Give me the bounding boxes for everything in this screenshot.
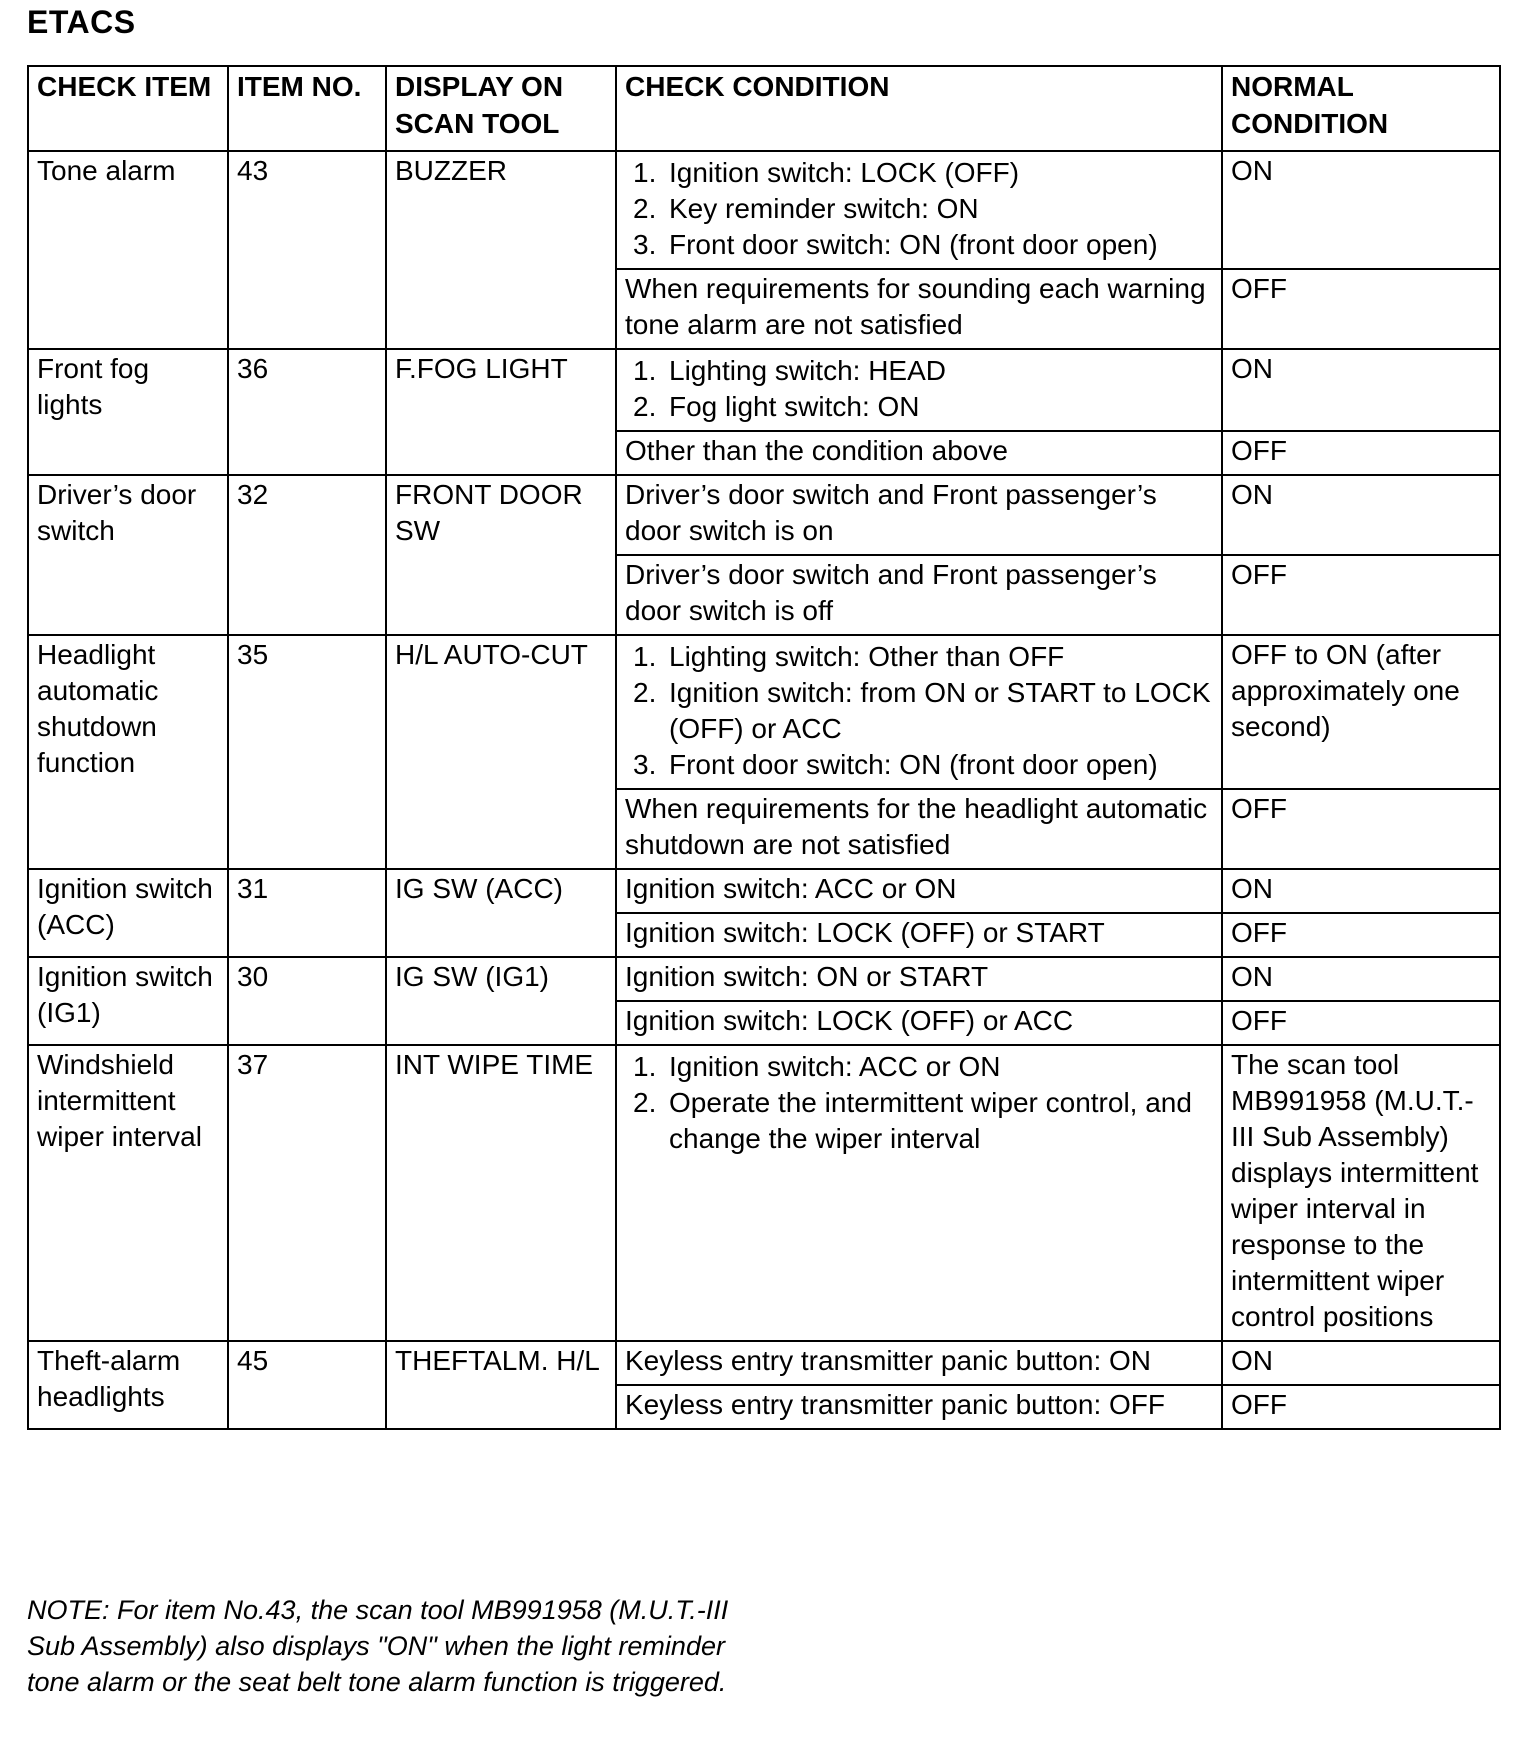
check-item-cell: Headlight automatic shutdown function <box>28 635 228 869</box>
table-row <box>28 635 1500 789</box>
footnote: NOTE: For item No.43, the scan tool MB991958 (M.U.T.-III Sub Assembly) also displays "ON" when the light reminder tone alarm or the seat belt tone alarm function is triggered. <box>27 1595 729 1697</box>
header-normal-condition: NORMAL CONDITION <box>1222 66 1500 151</box>
step-number: 2. <box>633 1087 657 1118</box>
check-condition-cell <box>616 635 1222 789</box>
header-check-item: CHECK ITEM <box>28 66 228 151</box>
scan-tool-display-cell: H/L AUTO-CUT <box>386 635 616 869</box>
step-text: Lighting switch: Other than OFF <box>669 641 1065 672</box>
condition-step <box>629 675 1213 747</box>
step-number: 2. <box>633 391 657 422</box>
step-text: Operate the intermittent wiper control, and change the wiper interval <box>669 1087 1192 1154</box>
check-item-cell: Front fog lights <box>28 349 228 475</box>
check-condition-cell <box>616 349 1222 431</box>
step-number: 3. <box>633 229 657 260</box>
condition-step <box>629 1085 1213 1157</box>
normal-condition-cell: OFF <box>1222 1001 1500 1045</box>
check-condition-cell: Ignition switch: LOCK (OFF) or START <box>616 913 1222 957</box>
check-condition-cell: Driver’s door switch and Front passenger’s door switch is off <box>616 555 1222 635</box>
normal-condition-cell: ON <box>1222 349 1500 431</box>
item-no-cell: 30 <box>228 957 386 1045</box>
condition-step <box>629 639 1213 675</box>
step-number: 1. <box>633 355 657 386</box>
check-condition-cell: When requirements for sounding each warning tone alarm are not satisfied <box>616 269 1222 349</box>
scan-tool-display-cell: FRONT DOOR SW <box>386 475 616 635</box>
scan-tool-display-cell: IG SW (IG1) <box>386 957 616 1045</box>
step-text: Ignition switch: LOCK (OFF) <box>669 157 1020 188</box>
normal-condition-cell: ON <box>1222 475 1500 555</box>
table-header-row <box>28 66 1500 151</box>
check-item-cell: Tone alarm <box>28 151 228 349</box>
step-number: 1. <box>633 641 657 672</box>
normal-condition-cell: OFF <box>1222 1385 1500 1429</box>
check-condition-cell: Ignition switch: ACC or ON <box>616 869 1222 913</box>
step-text: Front door switch: ON (front door open) <box>669 229 1158 260</box>
table-row <box>28 349 1500 431</box>
check-condition-cell: Keyless entry transmitter panic button: OFF <box>616 1385 1222 1429</box>
condition-step <box>629 227 1213 263</box>
normal-condition-cell: OFF <box>1222 913 1500 957</box>
step-number: 1. <box>633 1051 657 1082</box>
check-condition-cell: Ignition switch: LOCK (OFF) or ACC <box>616 1001 1222 1045</box>
step-number: 2. <box>633 677 657 708</box>
condition-step <box>629 747 1213 783</box>
normal-condition-cell: ON <box>1222 869 1500 913</box>
step-text: Key reminder switch: ON <box>669 193 979 224</box>
condition-steps-list <box>625 155 1213 263</box>
normal-condition-cell: ON <box>1222 1341 1500 1385</box>
item-no-cell: 37 <box>228 1045 386 1341</box>
etacs-table <box>27 65 1501 1430</box>
normal-condition-cell: OFF <box>1222 431 1500 475</box>
check-condition-cell: Ignition switch: ON or START <box>616 957 1222 1001</box>
condition-step <box>629 389 1213 425</box>
item-no-cell: 31 <box>228 869 386 957</box>
scan-tool-display-cell: IG SW (ACC) <box>386 869 616 957</box>
table-row <box>28 1341 1500 1385</box>
header-check-condition: CHECK CONDITION <box>616 66 1222 151</box>
condition-step <box>629 1049 1213 1085</box>
item-no-cell: 32 <box>228 475 386 635</box>
table-row <box>28 1045 1500 1341</box>
step-number: 2. <box>633 193 657 224</box>
step-number: 1. <box>633 157 657 188</box>
scan-tool-display-cell: BUZZER <box>386 151 616 349</box>
step-text: Ignition switch: from ON or START to LOCK (OFF) or ACC <box>669 677 1211 744</box>
scan-tool-display-cell: F.FOG LIGHT <box>386 349 616 475</box>
header-display-on-scan-tool: DISPLAY ON SCAN TOOL <box>386 66 616 151</box>
check-item-cell: Ignition switch (ACC) <box>28 869 228 957</box>
condition-step <box>629 353 1213 389</box>
scan-tool-display-cell: THEFTALM. H/L <box>386 1341 616 1429</box>
check-item-cell: Windshield intermittent wiper interval <box>28 1045 228 1341</box>
table-row <box>28 475 1500 555</box>
header-item-no: ITEM NO. <box>228 66 386 151</box>
step-text: Fog light switch: ON <box>669 391 920 422</box>
normal-condition-cell: OFF <box>1222 555 1500 635</box>
step-text: Ignition switch: ACC or ON <box>669 1051 1001 1082</box>
check-item-cell: Ignition switch (IG1) <box>28 957 228 1045</box>
condition-step <box>629 191 1213 227</box>
table-row <box>28 869 1500 913</box>
normal-condition-cell: OFF <box>1222 269 1500 349</box>
table-row <box>28 151 1500 269</box>
condition-steps-list <box>625 639 1213 783</box>
condition-steps-list <box>625 353 1213 425</box>
check-condition-cell <box>616 151 1222 269</box>
check-condition-cell: When requirements for the headlight automatic shutdown are not satisfied <box>616 789 1222 869</box>
step-number: 3. <box>633 749 657 780</box>
normal-condition-cell: ON <box>1222 151 1500 269</box>
step-text: Lighting switch: HEAD <box>669 355 947 386</box>
scan-tool-display-cell: INT WIPE TIME <box>386 1045 616 1341</box>
normal-condition-cell: ON <box>1222 957 1500 1001</box>
check-condition-cell <box>616 1045 1222 1341</box>
check-item-cell: Theft-alarm headlights <box>28 1341 228 1429</box>
check-condition-cell: Other than the condition above <box>616 431 1222 475</box>
condition-steps-list <box>625 1049 1213 1157</box>
step-text: Front door switch: ON (front door open) <box>669 749 1158 780</box>
check-item-cell: Driver’s door switch <box>28 475 228 635</box>
table-row <box>28 957 1500 1001</box>
check-condition-cell: Keyless entry transmitter panic button: ON <box>616 1341 1222 1385</box>
page-title: ETACS <box>27 4 136 40</box>
item-no-cell: 45 <box>228 1341 386 1429</box>
item-no-cell: 36 <box>228 349 386 475</box>
normal-condition-cell: OFF to ON (after approximately one second) <box>1222 635 1500 789</box>
item-no-cell: 43 <box>228 151 386 349</box>
item-no-cell: 35 <box>228 635 386 869</box>
condition-step <box>629 155 1213 191</box>
normal-condition-cell: OFF <box>1222 789 1500 869</box>
normal-condition-cell: The scan tool MB991958 (M.U.T.-III Sub Assembly) displays intermittent wiper interval in response to the intermittent wiper control positions <box>1222 1045 1500 1341</box>
check-condition-cell: Driver’s door switch and Front passenger’s door switch is on <box>616 475 1222 555</box>
